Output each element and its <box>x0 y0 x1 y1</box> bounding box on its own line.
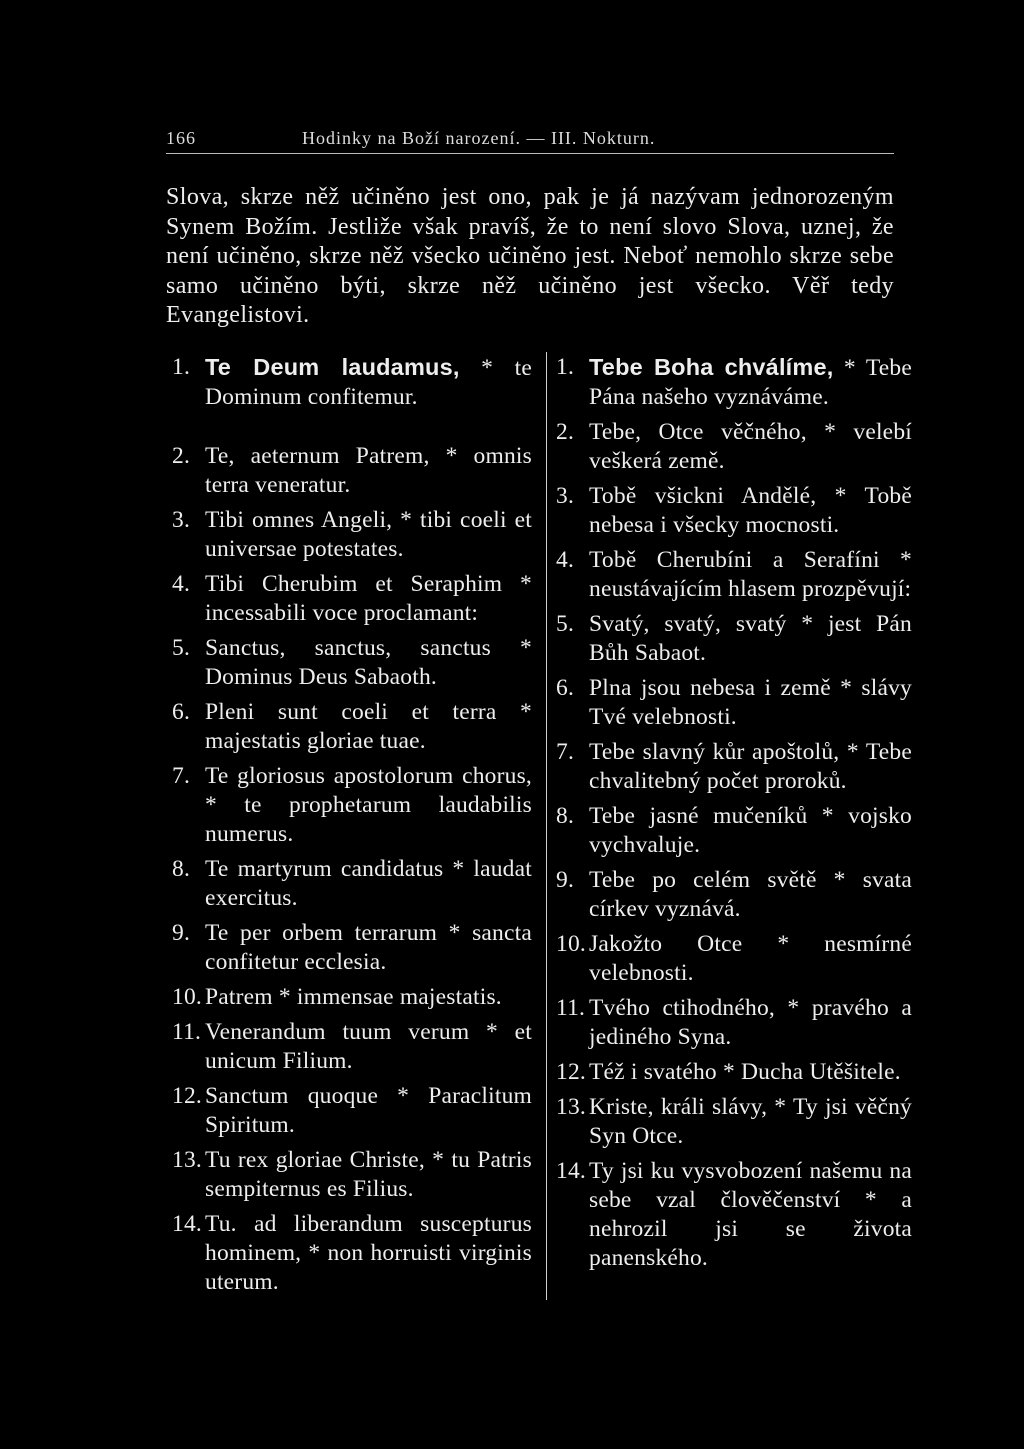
verse-body: Kriste, králi slávy, * Ty jsi věčný Syn Otce. <box>589 1094 912 1149</box>
verse-text <box>589 675 912 730</box>
verse-body: Plna jsou nebesa i země * slávy Tvé velebnosti. <box>589 675 912 730</box>
verse-body: Svatý, svatý, svatý * jest Pán Bůh Sabaot. <box>589 611 912 666</box>
verse-number: 5. <box>556 611 575 637</box>
verse-body: Te per orbem terrarum * sancta confitetur ecclesia. <box>205 920 532 975</box>
verse-incipit: Tebe Boha chválíme, <box>589 354 834 380</box>
verse-body: Tibi omnes Angeli, * tibi coeli et universae potestates. <box>205 507 532 562</box>
verse-number: 1. <box>172 354 191 380</box>
intro-text: Slova, skrze něž učiněno jest ono, pak je já nazývam jednorozeným Synem Božím. Jestliže však pravíš, že to není slovo Slova, uznej, že není učiněno, skrze něž všecko učiněno jest. Neboť nemohlo skrze sebe samo učiněno býti, skrze něž učiněno jest všecko. Věř tedy Evangelistovi. <box>166 184 894 328</box>
verse-text <box>589 547 912 602</box>
czech-verse-11 <box>556 994 912 1052</box>
verse-body: Te martyrum candidatus * laudat exercitus. <box>205 856 532 911</box>
latin-verse-13 <box>172 1146 532 1204</box>
verse-number: 7. <box>172 763 191 789</box>
verse-body: Pleni sunt coeli et terra * majestatis gloriae tuae. <box>205 699 532 754</box>
verse-number: 13. <box>556 1094 586 1120</box>
czech-verse-3 <box>556 482 912 540</box>
czech-verse-9 <box>556 866 912 924</box>
verse-body: * Tebe Pána našeho vyznáváme. <box>589 355 912 410</box>
verse-body: Tobě všickni Andělé, * Tobě nebesa i všecky mocnosti. <box>589 483 912 538</box>
verse-number: 3. <box>172 507 191 533</box>
verse-text <box>589 1158 912 1271</box>
czech-column <box>556 353 912 1279</box>
verse-number: 7. <box>556 739 575 765</box>
verse-text <box>589 1059 901 1085</box>
verse-number: 12. <box>556 1059 586 1085</box>
verse-text <box>205 443 532 498</box>
verse-body: Tebe po celém světě * svata církev vyznává. <box>589 867 912 922</box>
verse-body: * te Dominum confitemur. <box>205 355 532 410</box>
latin-verse-10 <box>172 983 532 1012</box>
verse-text <box>205 1211 532 1295</box>
latin-column <box>172 353 532 1303</box>
verse-number: 6. <box>172 699 191 725</box>
verse-text <box>205 699 532 754</box>
verse-number: 12. <box>172 1083 202 1109</box>
czech-verse-2 <box>556 418 912 476</box>
verse-text <box>589 995 912 1050</box>
verse-body: Tu. ad liberandum suscepturus hominem, * non horruisti virginis uterum. <box>205 1211 532 1295</box>
verse-number: 9. <box>556 867 575 893</box>
czech-verse-4 <box>556 546 912 604</box>
verse-number: 2. <box>556 419 575 445</box>
czech-verse-7 <box>556 738 912 796</box>
verse-gap <box>172 418 532 442</box>
verse-text <box>589 483 912 538</box>
verse-text <box>589 355 912 410</box>
verse-text <box>589 867 912 922</box>
verse-body: Tvého ctihodného, * pravého a jediného Syna. <box>589 995 912 1050</box>
verse-number: 4. <box>556 547 575 573</box>
verse-body: Te gloriosus apostolorum chorus, * te prophetarum laudabilis numerus. <box>205 763 532 847</box>
latin-verse-14 <box>172 1210 532 1297</box>
czech-verse-12 <box>556 1058 912 1087</box>
verse-number: 13. <box>172 1147 202 1173</box>
verse-text <box>205 920 532 975</box>
verse-text <box>205 1147 532 1202</box>
verse-body: Venerandum tuum verum * et unicum Filium. <box>205 1019 532 1074</box>
verse-number: 11. <box>556 995 586 1021</box>
latin-verse-3 <box>172 506 532 564</box>
verse-text <box>589 803 912 858</box>
verse-number: 14. <box>172 1211 202 1237</box>
verse-body: Te, aeternum Patrem, * omnis terra veneratur. <box>205 443 532 498</box>
czech-verse-1 <box>556 353 912 412</box>
verse-text <box>205 507 532 562</box>
verse-text <box>205 355 532 410</box>
verse-body: Tobě Cherubíni a Serafíni * neustávajícím hlasem prozpěvují: <box>589 547 912 602</box>
verse-number: 11. <box>172 1019 202 1045</box>
verse-text <box>589 1094 912 1149</box>
page-number: 166 <box>166 128 196 148</box>
verse-text <box>589 739 912 794</box>
verse-incipit: Te Deum laudamus, <box>205 354 460 380</box>
running-header <box>166 128 894 149</box>
column-divider <box>546 352 547 1300</box>
verse-number: 10. <box>556 931 586 957</box>
verse-number: 4. <box>172 571 191 597</box>
czech-verse-10 <box>556 930 912 988</box>
czech-verse-8 <box>556 802 912 860</box>
verse-text <box>205 1019 532 1074</box>
verse-text <box>205 856 532 911</box>
verse-body: Jakožto Otce * nesmírné velebnosti. <box>589 931 912 986</box>
verse-body: Patrem * immensae majestatis. <box>205 984 502 1010</box>
verse-body: Též i svatého * Ducha Utěšitele. <box>589 1059 901 1085</box>
verse-body: Tu rex gloriae Christe, * tu Patris sempiternus es Filius. <box>205 1147 532 1202</box>
verse-body: Tibi Cherubim et Seraphim * incessabili voce proclamant: <box>205 571 532 626</box>
verse-text <box>205 984 502 1010</box>
latin-verse-6 <box>172 698 532 756</box>
verse-number: 2. <box>172 443 191 469</box>
verse-text <box>205 763 532 847</box>
verse-number: 14. <box>556 1158 586 1184</box>
latin-verse-2 <box>172 442 532 500</box>
verse-body: Sanctus, sanctus, sanctus * Dominus Deus Sabaoth. <box>205 635 532 690</box>
verse-body: Tebe slavný kůr apoštolů, * Tebe chvalitebný počet proroků. <box>589 739 912 794</box>
latin-verse-4 <box>172 570 532 628</box>
czech-verse-14 <box>556 1157 912 1273</box>
verse-text <box>589 611 912 666</box>
verse-text <box>205 1083 532 1138</box>
verse-body: Tebe jasné mučeníků * vojsko vychvaluje. <box>589 803 912 858</box>
verse-text <box>589 931 912 986</box>
latin-verse-12 <box>172 1082 532 1140</box>
verse-number: 1. <box>556 354 575 380</box>
header-rule <box>166 153 894 154</box>
verse-number: 8. <box>172 856 191 882</box>
verse-number: 8. <box>556 803 575 829</box>
verse-number: 6. <box>556 675 575 701</box>
latin-verse-5 <box>172 634 532 692</box>
verse-body: Tebe, Otce věčného, * velebí veškerá země. <box>589 419 912 474</box>
latin-verse-1 <box>172 353 532 412</box>
verse-body: Ty jsi ku vysvobození našemu na sebe vzal člověčenství * a nehrozil jsi se života panenského. <box>589 1158 912 1271</box>
czech-verse-13 <box>556 1093 912 1151</box>
latin-verse-7 <box>172 762 532 849</box>
verse-text <box>589 419 912 474</box>
latin-verse-8 <box>172 855 532 913</box>
czech-verse-5 <box>556 610 912 668</box>
latin-verse-9 <box>172 919 532 977</box>
verse-number: 5. <box>172 635 191 661</box>
intro-paragraph <box>166 183 894 331</box>
czech-verse-6 <box>556 674 912 732</box>
verse-text <box>205 635 532 690</box>
latin-verse-11 <box>172 1018 532 1076</box>
running-title: Hodinky na Boží narození. — III. Nokturn. <box>302 128 656 148</box>
verse-number: 9. <box>172 920 191 946</box>
verse-number: 10. <box>172 984 202 1010</box>
verse-text <box>205 571 532 626</box>
verse-body: Sanctum quoque * Paraclitum Spiritum. <box>205 1083 532 1138</box>
verse-number: 3. <box>556 483 575 509</box>
